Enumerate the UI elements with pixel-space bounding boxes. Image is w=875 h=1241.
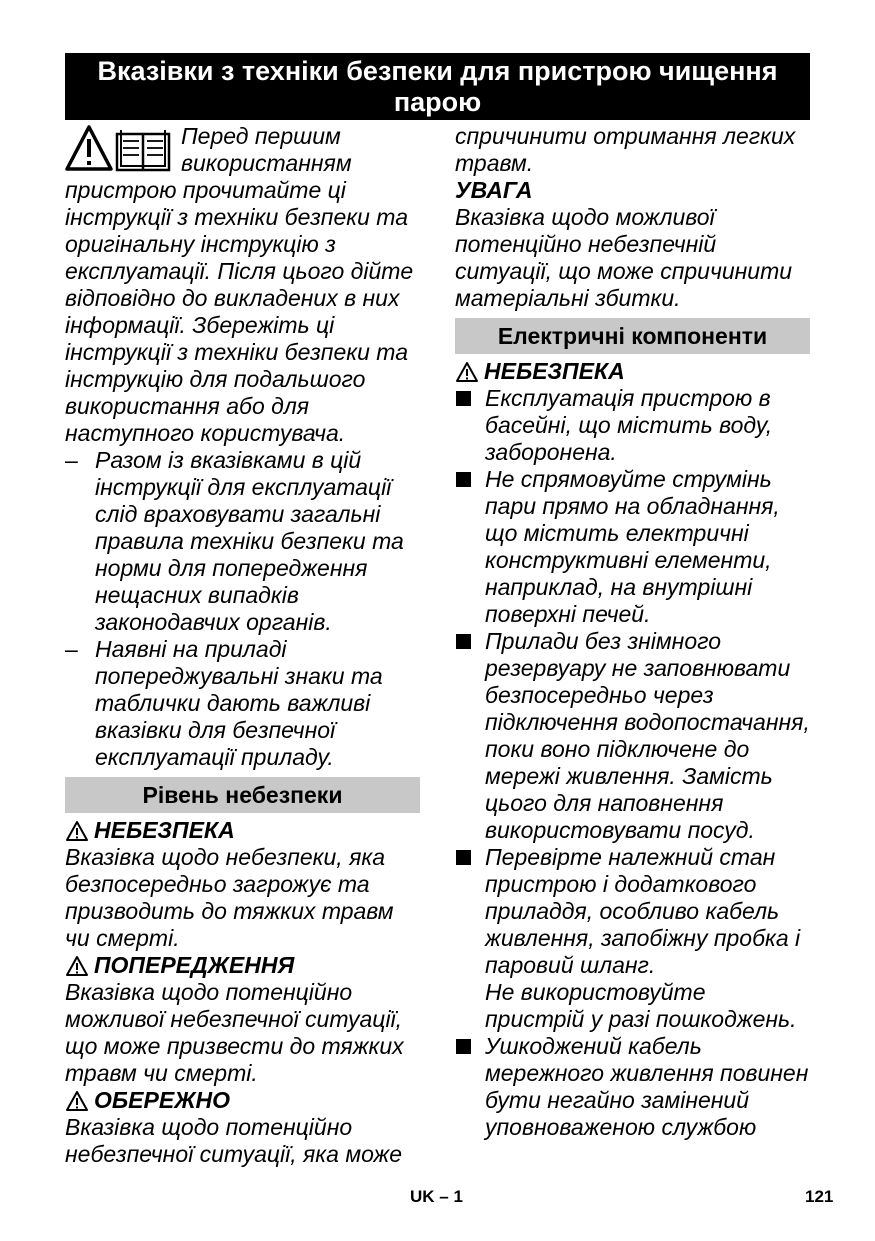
list-item (455, 466, 810, 628)
intro-text: Перед першим використанням пристрою прочитайте ці інструкції з техніки безпеки та оригінальну інструкцію з експлуатації. Після цього дійте відповідно до викладених в них інформації. Збережіть ці інструкції з техніки безпеки та інструкцію для подальшого використання або для наступного користувача. (65, 123, 414, 446)
list-item-text: Не спрямовуйте струмінь пари прямо на обладнання, що містить електричні конструктивні елементи, наприклад, на внутрішні поверхні печей. (485, 466, 780, 627)
list-item-text: Наявні на приладі попереджувальні знаки та таблички дають важливі вказівки для безпечної експлуатації приладу. (95, 636, 383, 770)
list-item (455, 628, 810, 844)
list-item-text: Експлуатація пристрою в басейні, що містить воду, заборонена. (485, 385, 773, 465)
square-bullet-icon (456, 1039, 471, 1054)
list-item-text: Прилади без знімного резервуару не заповнювати безпосередньо через підключення водопостачання, поки воно підключене до мережі живлення. Замість цього для наповнення використовувати посуд. (485, 628, 810, 843)
warning-triangle-icon (65, 820, 89, 842)
list-item (455, 844, 810, 1033)
hazard-level-title: ПОПЕРЕДЖЕННЯ (94, 952, 295, 978)
footer-section-label: UK – 1 (410, 1187, 463, 1206)
list-item (455, 1033, 810, 1141)
left-column (65, 123, 420, 1168)
page-title (65, 53, 810, 120)
hazard-level-text: Вказівка щодо потенційно небезпечної ситуації, яка може (65, 1114, 403, 1167)
hazard-level-heading (65, 817, 420, 844)
hazard-level-caution (65, 1087, 420, 1168)
hazard-level-title: ОБЕРЕЖНО (94, 1087, 231, 1113)
section-heading-electrical: Електричні компоненти (455, 318, 810, 354)
list-item (455, 385, 810, 466)
dash-marker: – (65, 447, 78, 473)
notice-text: Вказівка щодо можливої потенційно небезпечній ситуації, що може спричинити матеріальні збитки. (455, 204, 793, 311)
square-bullet-icon (456, 850, 471, 865)
hazard-level-heading (65, 952, 420, 979)
warning-triangle-icon (455, 361, 479, 383)
warning-and-manual-icon (65, 124, 173, 174)
warning-triangle-icon (65, 1090, 89, 1112)
section-heading-hazard-levels: Рівень небезпеки (65, 777, 420, 813)
hazard-level-text: Вказівка щодо небезпеки, яка безпосередньо загрожує та призводить до тяжких травм чи смерті. (65, 844, 394, 951)
square-bullet-icon (456, 634, 471, 649)
general-notes-list (65, 447, 420, 771)
hazard-level-heading (65, 1087, 420, 1114)
intro-block (65, 123, 420, 447)
dash-marker: – (65, 636, 78, 662)
page-number: 121 (805, 1187, 834, 1206)
list-item (65, 636, 420, 771)
list-item (65, 447, 420, 636)
hazard-level-text: Вказівка щодо потенційно можливої небезпечної ситуації, що може призвести до тяжких травм чи смерті. (65, 979, 404, 1086)
list-item-text: Перевірте належний стан пристрою і додаткового приладдя, особливо кабель живлення, запобіжну пробка і паровий шланг. (485, 844, 801, 978)
continued-text: спричинити отримання легких травм. (455, 123, 796, 176)
list-item-extra-text: Не використовуйте пристрій у разі пошкоджень. (485, 979, 797, 1032)
warning-triangle-icon (65, 955, 89, 977)
danger-heading-text: НЕБЕЗПЕКА (484, 358, 625, 384)
right-column (455, 123, 810, 1141)
list-item-text: Ушкоджений кабель мережного живлення повинен бути негайно замінений уповноваженою службою (485, 1033, 809, 1140)
square-bullet-icon (456, 391, 471, 406)
hazard-level-warning (65, 952, 420, 1087)
page-title-line-2: парою (393, 86, 482, 117)
notice-heading: УВАГА (455, 177, 533, 203)
hazard-level-danger (65, 817, 420, 952)
square-bullet-icon (456, 472, 471, 487)
electrical-safety-list (455, 385, 810, 1141)
list-item-text: Разом із вказівками в цій інструкції для експлуатації слід враховувати загальні правила техніки безпеки та норми для попередження нещасних випадків законодавчих органів. (95, 447, 404, 635)
hazard-level-title: НЕБЕЗПЕКА (94, 817, 235, 843)
page-title-line-1: Вказівки з техніки безпеки для пристрою чищення (97, 55, 778, 86)
danger-heading (455, 358, 810, 385)
